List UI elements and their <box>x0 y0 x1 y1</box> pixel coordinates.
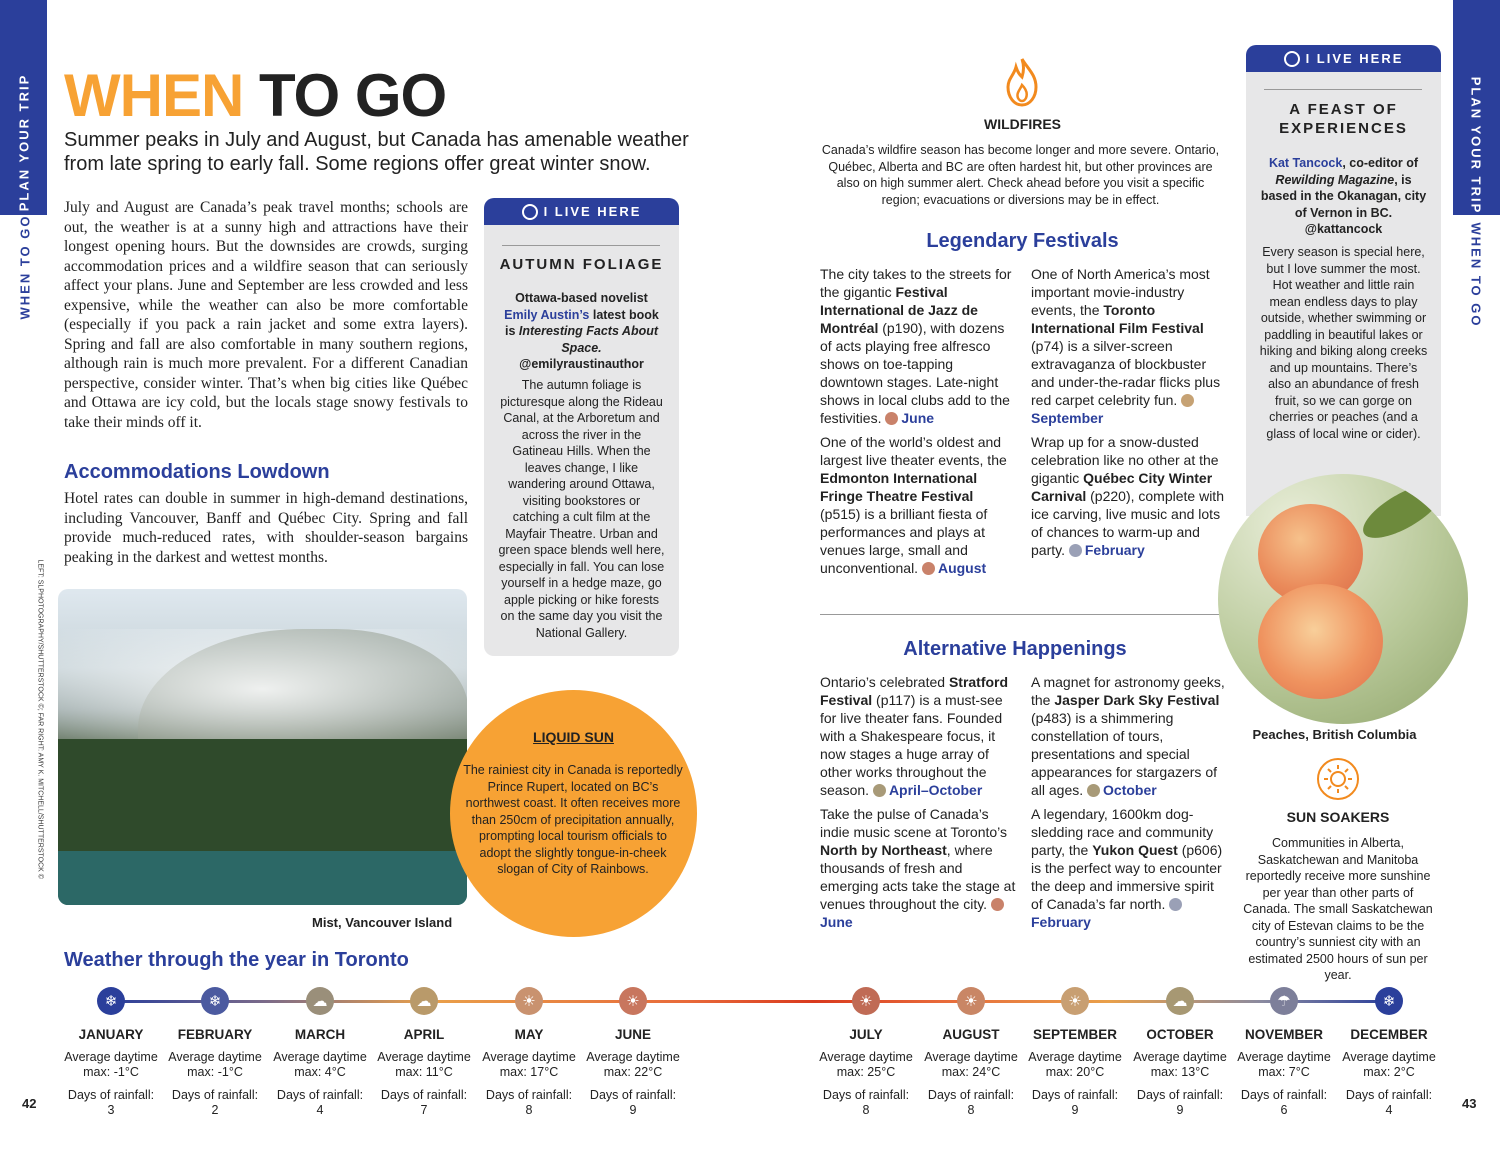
rain-days: 8 <box>862 1103 870 1117</box>
sun-icon <box>991 898 1004 911</box>
rain-label: Days of rainfall: <box>171 1088 259 1102</box>
temp-max: max: -1°C <box>83 1065 139 1079</box>
temp-max: max: 17°C <box>499 1065 559 1079</box>
festival-item <box>1031 433 1225 559</box>
festival-item <box>820 265 1016 427</box>
festival-name: Toronto International Film Festival <box>1031 302 1204 336</box>
weather-month <box>1339 987 1439 1118</box>
autumn-divider <box>502 245 660 246</box>
feast-badge <box>1246 45 1441 72</box>
festival-post: (p515) is a brilliant fiesta of performances and plays at venues large, small and unconventional. <box>820 506 988 576</box>
festival-name: Edmonton International Fringe Theatre Festival <box>820 470 978 504</box>
feast-author-name[interactable]: Kat Tancock <box>1268 156 1343 170</box>
temp-max: max: 4°C <box>294 1065 346 1079</box>
snowflake-icon <box>1069 544 1082 557</box>
feast-author-mid: , co-editor of <box>1342 156 1419 170</box>
sun-soakers-text: Communities in Alberta, Saskatchewan and Manitoba reportedly receive more sunshine per year than other parts of Canada. The small Saskatchewan city of Estevan claims to be the country’s sunniest city with an estimated 2500 hours of sun per year. <box>1243 836 1433 982</box>
cloud-sun-icon: ☁ <box>1166 987 1194 1015</box>
rain-days: 9 <box>1071 1103 1079 1117</box>
feast-text: Every season is special here, but I love summer the most. Hot weather and little rain mean endless days to play outside, whether swimming or paddling in beautiful lakes or hiking and biking along creeks and up mountains. There’s also an abundance of fresh fruit, so we can gorge on cherries or peaches (and a glass of local wine or cider). <box>1259 245 1428 441</box>
happening-pre: A legendary, 1600km dog-sledding race and community party, the <box>1031 806 1214 858</box>
rain-label: Days of rainfall: <box>927 1088 1015 1102</box>
festival-month: February <box>1084 542 1145 558</box>
autumn-badge-label: I LIVE HERE <box>543 204 642 219</box>
peaches-photo <box>1218 474 1468 724</box>
temp-max: max: 13°C <box>1150 1065 1210 1079</box>
page-number-left: 42 <box>22 1096 37 1111</box>
month-name: MARCH <box>294 1027 346 1042</box>
happening-month: June <box>820 914 853 930</box>
feast-handle[interactable]: @kattancock <box>1304 222 1383 236</box>
temp-max: max: 24°C <box>941 1065 1001 1079</box>
happening-name: North by Northeast <box>820 842 947 858</box>
festivals-col-right <box>1031 265 1225 565</box>
sun-icon: ☀ <box>957 987 985 1015</box>
flame-icon <box>1002 57 1042 107</box>
festival-month: September <box>1031 410 1104 426</box>
sun-icon <box>922 562 935 575</box>
weather-month <box>374 987 474 1118</box>
sun-icon <box>885 412 898 425</box>
right-section-label: WHEN TO GO <box>1468 222 1484 328</box>
happening-post: (p117) is a must-see for live theater fans. Founded with a Shakespeare focus, it now stages a huge array of other works throughout the season. <box>820 692 1003 798</box>
rain-days: 9 <box>629 1103 637 1117</box>
location-pin-icon <box>522 204 538 220</box>
temp-label: Average daytime <box>1237 1050 1331 1064</box>
autumn-book-title: Interesting Facts About Space. <box>518 324 659 355</box>
temp-max: max: -1°C <box>187 1065 243 1079</box>
feast-divider <box>1264 89 1422 90</box>
rain-label: Days of rainfall: <box>589 1088 677 1102</box>
accommodations-text: Hotel rates can double in summer in high-demand destinations, including Vancouver, Banff and Québec City. Spring and fall provide much-reduced rates, with shoulder-season bargains peaking in the darkest and wettest months. <box>64 490 468 566</box>
temp-max: max: 20°C <box>1045 1065 1105 1079</box>
month-name: MAY <box>514 1027 544 1042</box>
accommodations-heading: Accommodations Lowdown <box>64 461 330 483</box>
wildfires-text: Canada’s wildfire season has become longer and more severe. Ontario, Québec, Alberta and BC are often hardest hit, but other provinces are also on high summer alert. Check ahead before you visit a specific region; evacuations or diversions may be in effect. <box>821 143 1220 207</box>
happening-post: (p483) is a shimmering constellation of tours, presentations and special appearances for stargazers of all ages. <box>1031 710 1217 798</box>
autumn-author-name[interactable]: Emily Austin’s <box>504 307 590 322</box>
location-pin-icon <box>1284 51 1300 67</box>
intro-text: July and August are Canada’s peak travel months; schools are out, the weather is at a sunny high and attractions have their longest opening hours. But the downsides are crowds, surging accommodation prices and a wildfire season that can seriously affect your plans. June and September are less crowded and less expensive, while the weather can also be more comfortable (especially if you pack a rain jacket and some extra layers). Spring and fall are also comfortable in many southern regions, although rain is much more prevalent. For a different Canadian perspective, consider winter. That’s when big cities like Québec and Ottawa are icy cold, but the locals stage snowy festivals to take their minds off it. <box>64 199 468 431</box>
snowflake-icon: ❄ <box>201 987 229 1015</box>
cloud-sun-icon <box>873 784 886 797</box>
happening-pre: Ontario’s celebrated <box>820 674 946 690</box>
mist-photo <box>58 589 467 905</box>
autumn-author-pre: Ottawa-based novelist <box>515 291 648 305</box>
month-name: FEBRUARY <box>177 1027 253 1042</box>
liquid-sun-text: The rainiest city in Canada is reportedly Prince Rupert, located on BC’s northwest coast. It often receives more than 250cm of precipitation annually, prompting local tourism officials to adopt the slightly tongue-in-cheek slogan of City of Rainbows. <box>463 763 683 876</box>
temp-max: max: 7°C <box>1258 1065 1310 1079</box>
festival-month: June <box>901 410 935 426</box>
festivals-heading: Legendary Festivals <box>926 230 1119 252</box>
festival-month: August <box>937 560 987 576</box>
happening-name: Yukon Quest <box>1092 842 1178 858</box>
photo-credit: LEFT: SLPHOTOGRAPHY/SHUTTERSTOCK ©; FAR RIGHT: AMY K. MITCHELL/SHUTTERSTOCK © <box>36 559 44 879</box>
snowflake-icon <box>1169 898 1182 911</box>
festival-pre: One of North America’s most important movie-industry events, the <box>1031 266 1210 318</box>
alternative-col-right <box>1031 673 1225 937</box>
festival-name: Québec City Winter Carnival <box>1031 470 1213 504</box>
sun-icon: ☀ <box>515 987 543 1015</box>
feast-title <box>1246 100 1441 138</box>
autumn-author-mid: latest book is <box>504 307 659 338</box>
weather-month <box>1234 987 1334 1118</box>
festival-post: (p220), complete with ice carving, live music and lots of chances to warm-up and party. <box>1031 488 1224 558</box>
autumn-text: The autumn foliage is picturesque along the Rideau Canal, at the Arboretum and across the river in the Gatineau Hills. When the leaves change, I like wandering around Ottawa, visiting bookstores or catching a cult film at the Mayfair Theatre. Urban and green space blends well here, especially in fall. You can lose yourself in a hedge maze, go apple picking or hike forests on the same day you visit the National Gallery. <box>498 378 665 640</box>
mist-forest-shape <box>58 739 467 854</box>
month-name: OCTOBER <box>1146 1027 1214 1042</box>
happening-post: (p606) is the perfect way to encounter the deep and immersive spirit of Canada’s far north. <box>1031 842 1223 912</box>
rain-cloud-icon: ☂ <box>1270 987 1298 1015</box>
feast-author-post: , is based in the Okanagan, city of Vernon in BC. <box>1260 172 1427 220</box>
rain-days: 7 <box>420 1103 428 1117</box>
festival-item <box>820 433 1016 577</box>
mist-caption: Mist, Vancouver Island <box>312 915 453 930</box>
weather-month <box>921 987 1021 1118</box>
feast-magazine: Rewilding Magazine <box>1275 172 1395 187</box>
month-name: DECEMBER <box>1350 1027 1428 1042</box>
title-when: WHEN <box>64 62 244 129</box>
festival-pre: Wrap up for a snow-dusted celebration like no other at the gigantic <box>1031 434 1219 486</box>
temp-max: max: 25°C <box>836 1065 896 1079</box>
temp-label: Average daytime <box>273 1050 367 1064</box>
rain-days: 4 <box>1385 1103 1393 1117</box>
page-number-right: 43 <box>1462 1096 1477 1111</box>
rain-label: Days of rainfall: <box>1240 1088 1328 1102</box>
festivals-col-left <box>820 265 1016 583</box>
happening-month: October <box>1103 782 1157 798</box>
temp-label: Average daytime <box>1133 1050 1227 1064</box>
rain-days: 8 <box>967 1103 975 1117</box>
title-to-go: TO GO <box>258 62 447 129</box>
left-tab-label: PLAN YOUR TRIP <box>16 73 32 212</box>
subtitle-line-2: from late spring to early fall. Some regions offer great winter snow. <box>64 153 651 175</box>
happening-name: Jasper Dark Sky Festival <box>1054 692 1220 708</box>
rain-label: Days of rainfall: <box>1031 1088 1119 1102</box>
autumn-badge <box>484 198 679 225</box>
month-name: JULY <box>849 1027 883 1042</box>
weather-month <box>1130 987 1230 1118</box>
month-name: JUNE <box>614 1027 651 1042</box>
festival-name: Festival International de Jazz de Montréal <box>820 284 978 336</box>
cloud-sun-icon: ☁ <box>410 987 438 1015</box>
left-section-label: WHEN TO GO <box>17 214 33 320</box>
subtitle <box>64 128 724 176</box>
festival-pre: The city takes to the streets for the gigantic <box>820 266 1012 300</box>
rain-days: 9 <box>1176 1103 1184 1117</box>
liquid-sun-title: LIQUID SUN <box>533 729 614 745</box>
festival-post: (p190), with dozens of acts playing free alfresco shows on toe-tapping downtown stages. Late-night shows in local clubs add to the festivities. <box>820 320 1010 426</box>
feast-title-line-1: A FEAST OF <box>1289 101 1398 118</box>
autumn-title: AUTUMN FOLIAGE <box>499 256 664 273</box>
mist-water-shape <box>58 851 467 905</box>
rain-label: Days of rainfall: <box>822 1088 910 1102</box>
happening-item <box>1031 673 1225 799</box>
weather-heading: Weather through the year in Toronto <box>64 949 409 971</box>
rain-label: Days of rainfall: <box>276 1088 364 1102</box>
weather-month <box>1025 987 1125 1118</box>
temp-label: Average daytime <box>586 1050 680 1064</box>
temp-max: max: 22°C <box>603 1065 663 1079</box>
rain-days: 2 <box>211 1103 219 1117</box>
temp-label: Average daytime <box>168 1050 262 1064</box>
snowflake-icon: ❄ <box>1375 987 1403 1015</box>
sun-icon: ☀ <box>619 987 647 1015</box>
month-name: AUGUST <box>942 1027 1000 1042</box>
happening-post: , where thousands of fresh and emerging acts take the stage at venues throughout the city. <box>820 842 1016 912</box>
peaches-caption: Peaches, British Columbia <box>1252 727 1417 742</box>
rain-label: Days of rainfall: <box>485 1088 573 1102</box>
feast-title-line-2: EXPERIENCES <box>1279 120 1408 137</box>
rain-days: 3 <box>107 1103 115 1117</box>
snowflake-icon: ❄ <box>97 987 125 1015</box>
wildfires-title: WILDFIRES <box>984 116 1061 132</box>
sun-icon: ☀ <box>1061 987 1089 1015</box>
weather-month <box>816 987 916 1118</box>
happening-item <box>820 673 1016 799</box>
rain-label: Days of rainfall: <box>67 1088 155 1102</box>
autumn-author <box>500 290 663 373</box>
happening-item <box>1031 805 1225 931</box>
weather-month <box>165 987 265 1118</box>
month-name: NOVEMBER <box>1244 1027 1323 1042</box>
feast-author <box>1260 155 1427 238</box>
sun-icon <box>1316 757 1360 801</box>
weather-month <box>61 987 161 1118</box>
sun-icon: ☀ <box>852 987 880 1015</box>
right-tab-label: PLAN YOUR TRIP <box>1468 76 1484 215</box>
festival-post: (p74) is a silver-screen extravaganza of blockbuster and under-the-radar flicks plus red carpet celebrity fun. <box>1031 338 1221 408</box>
section-divider <box>820 614 1225 615</box>
temp-label: Average daytime <box>482 1050 576 1064</box>
page-title <box>64 62 447 129</box>
festival-item <box>1031 265 1225 427</box>
rain-days: 6 <box>1280 1103 1288 1117</box>
temp-label: Average daytime <box>377 1050 471 1064</box>
sun-soakers-title: SUN SOAKERS <box>1286 809 1390 825</box>
mist-fog-shape <box>58 629 467 749</box>
happening-item <box>820 805 1016 931</box>
sun-icon <box>1181 394 1194 407</box>
cloud-sun-icon: ☁ <box>306 987 334 1015</box>
rain-label: Days of rainfall: <box>380 1088 468 1102</box>
month-name: APRIL <box>403 1027 445 1042</box>
temp-label: Average daytime <box>1342 1050 1436 1064</box>
temp-label: Average daytime <box>819 1050 913 1064</box>
peach-bottom-shape <box>1258 584 1383 699</box>
rain-label: Days of rainfall: <box>1345 1088 1433 1102</box>
weather-month <box>270 987 370 1118</box>
temp-max: max: 2°C <box>1363 1065 1415 1079</box>
happening-pre: A magnet for astronomy geeks, the <box>1031 674 1225 708</box>
festival-pre: One of the world’s oldest and largest live theater events, the <box>820 434 1007 468</box>
happening-month: April–October <box>888 782 983 798</box>
feast-badge-label: I LIVE HERE <box>1305 51 1404 66</box>
temp-label: Average daytime <box>64 1050 158 1064</box>
happening-pre: Take the pulse of Canada’s indie music scene at Toronto’s <box>820 806 1008 840</box>
rain-label: Days of rainfall: <box>1136 1088 1224 1102</box>
temp-label: Average daytime <box>1028 1050 1122 1064</box>
cloud-sun-icon <box>1087 784 1100 797</box>
autumn-handle[interactable]: @emilyraustinauthor <box>519 357 644 371</box>
temp-max: max: 11°C <box>395 1065 453 1079</box>
alternative-heading: Alternative Happenings <box>903 638 1127 660</box>
temp-label: Average daytime <box>924 1050 1018 1064</box>
month-name: SEPTEMBER <box>1032 1027 1117 1042</box>
weather-month <box>479 987 579 1118</box>
subtitle-line-1: Summer peaks in July and August, but Canada has amenable weather <box>64 129 689 151</box>
alternative-col-left <box>820 673 1016 937</box>
rain-days: 8 <box>525 1103 533 1117</box>
weather-month <box>583 987 683 1118</box>
happening-name: Stratford Festival <box>820 674 1009 708</box>
month-name: JANUARY <box>78 1027 144 1042</box>
happening-month: February <box>1031 914 1091 930</box>
rain-days: 4 <box>316 1103 324 1117</box>
